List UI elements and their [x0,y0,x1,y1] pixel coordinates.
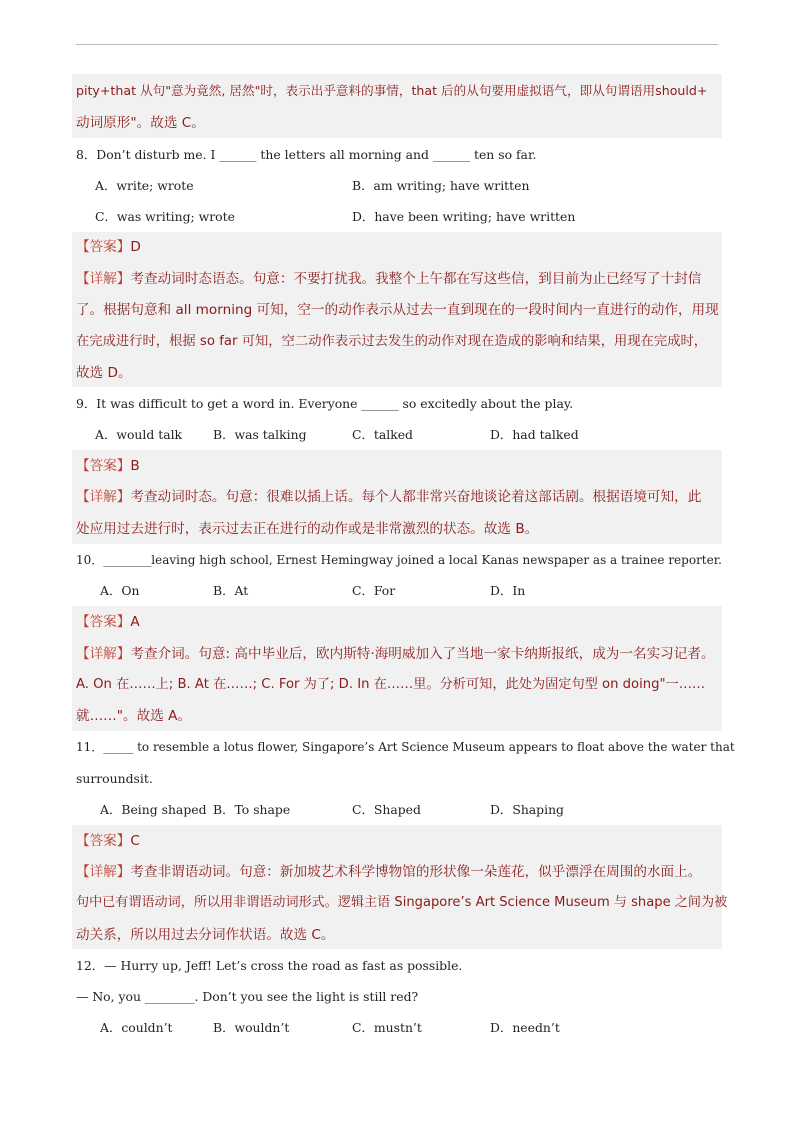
question-11-stem: 11．_____ to resemble a lotus flower, Singapore’s Art Science Museum appears to float above the water that [76,740,735,754]
q8-option-d: D．have been writing; have written [352,209,576,224]
explanation-line: pity+that 从句"意为竟然, 居然"时，表示出乎意料的事情，that 后的从句要用虚拟语气，即从句谓语用should+ [76,83,708,98]
answer-value: A [130,614,140,630]
question-12-stem: — No, you ________. Don’t you see the light is still red? [76,989,419,1004]
q10-answer [76,613,140,631]
q11-option-b: B．To shape [213,802,291,817]
q11-detail-line: 动关系，所以用过去分词作状语。故选 C。 [76,927,335,943]
q10-detail-line: 【详解】考查介词。句意: 高中毕业后，欧内斯特·海明威加入了当地一家卡纳斯报纸，成为一名实习记者。 [76,646,715,662]
explanation-line: 动词原形"。故选 C。 [76,115,205,131]
detail-label: 【详解】 [76,864,131,880]
q8-detail-line: 了。根据句意和 all morning 可知，空一的动作表示从过去一直到现在的一段时间内一直进行的动作，用现 [76,302,719,318]
q10-option-b: B．At [213,583,249,598]
answer-value: B [130,458,140,474]
q12-option-b: B．wouldn’t [213,1020,290,1035]
q9-detail-line: 【详解】考查动词时态。句意：很难以插上话。每个人都非常兴奋地谈论着这部话剧。根据语境可知，此 [76,489,702,505]
q9-option-d: D．had talked [490,427,579,442]
q11-option-a: A．Being shaped [100,802,207,817]
answer-value: C [130,833,140,849]
q9-option-b: B．was talking [213,427,307,442]
question-12-stem: 12．— Hurry up, Jeff! Let’s cross the road as fast as possible. [76,958,463,973]
q8-option-b: B．am writing; have written [352,178,530,193]
question-8-stem: 8．Don’t disturb me. I ______ the letters all morning and ______ ten so far. [76,147,537,162]
q8-detail-line: 故选 D。 [76,365,132,381]
q8-option-c: C．was writing; wrote [95,209,235,224]
q8-detail-line: 【详解】考查动词时态语态。句意：不要打扰我。我整个上午都在写这些信，到目前为止已经写了十封信 [76,271,702,287]
detail-label: 【详解】 [76,271,131,287]
detail-label: 【详解】 [76,646,131,662]
q11-detail-line: 句中已有谓语动词，所以用非谓语动词形式。逻辑主语 Singapore’s Art Science Museum 与 shape 之间为被 [76,895,728,910]
q9-answer [76,457,140,475]
q12-option-d: D．needn’t [490,1020,560,1035]
answer-value: D [130,239,141,255]
q9-option-c: C．talked [352,427,413,442]
answer-label: 【答案】 [76,614,131,630]
q9-detail-line: 处应用过去进行时，表示过去正在进行的动作或是非常激烈的状态。故选 B。 [76,521,539,537]
q10-detail-line: A. On 在……上; B. At 在……; C. For 为了; D. In 在……里。分析可知，此处为固定句型 on doing"一…… [76,677,706,692]
q10-option-d: D．In [490,583,526,598]
question-11-stem: surroundsit. [76,771,153,786]
answer-label: 【答案】 [76,239,131,255]
question-10-stem: 10．________leaving high school, Ernest Hemingway joined a local Kanas newspaper as a trainee reporter. [76,553,722,567]
header-rule [76,44,718,45]
q9-option-a: A．would talk [95,427,183,442]
q8-answer [76,238,141,256]
q10-detail-line: 就……"。故选 A。 [76,708,192,724]
detail-label: 【详解】 [76,489,131,505]
q12-option-a: A．couldn’t [100,1020,173,1035]
q11-option-d: D．Shaping [490,802,564,817]
question-9-stem: 9．It was difficult to get a word in. Everyone ______ so excitedly about the play. [76,396,574,411]
q12-option-c: C．mustn’t [352,1020,422,1035]
q11-detail-line: 【详解】考查非谓语动词。句意：新加坡艺术科学博物馆的形状像一朵莲花，似乎漂浮在周围的水面上。 [76,864,702,880]
answer-label: 【答案】 [76,833,131,849]
q11-option-c: C．Shaped [352,802,421,817]
q8-option-a: A．write; wrote [95,178,194,193]
q11-answer [76,832,140,850]
q8-detail-line: 在完成进行时，根据 so far 可知，空二动作表示过去发生的动作对现在造成的影响和结果，用现在完成时， [76,334,708,349]
q10-option-a: A．On [100,583,140,598]
q10-option-c: C．For [352,583,396,598]
answer-label: 【答案】 [76,458,131,474]
